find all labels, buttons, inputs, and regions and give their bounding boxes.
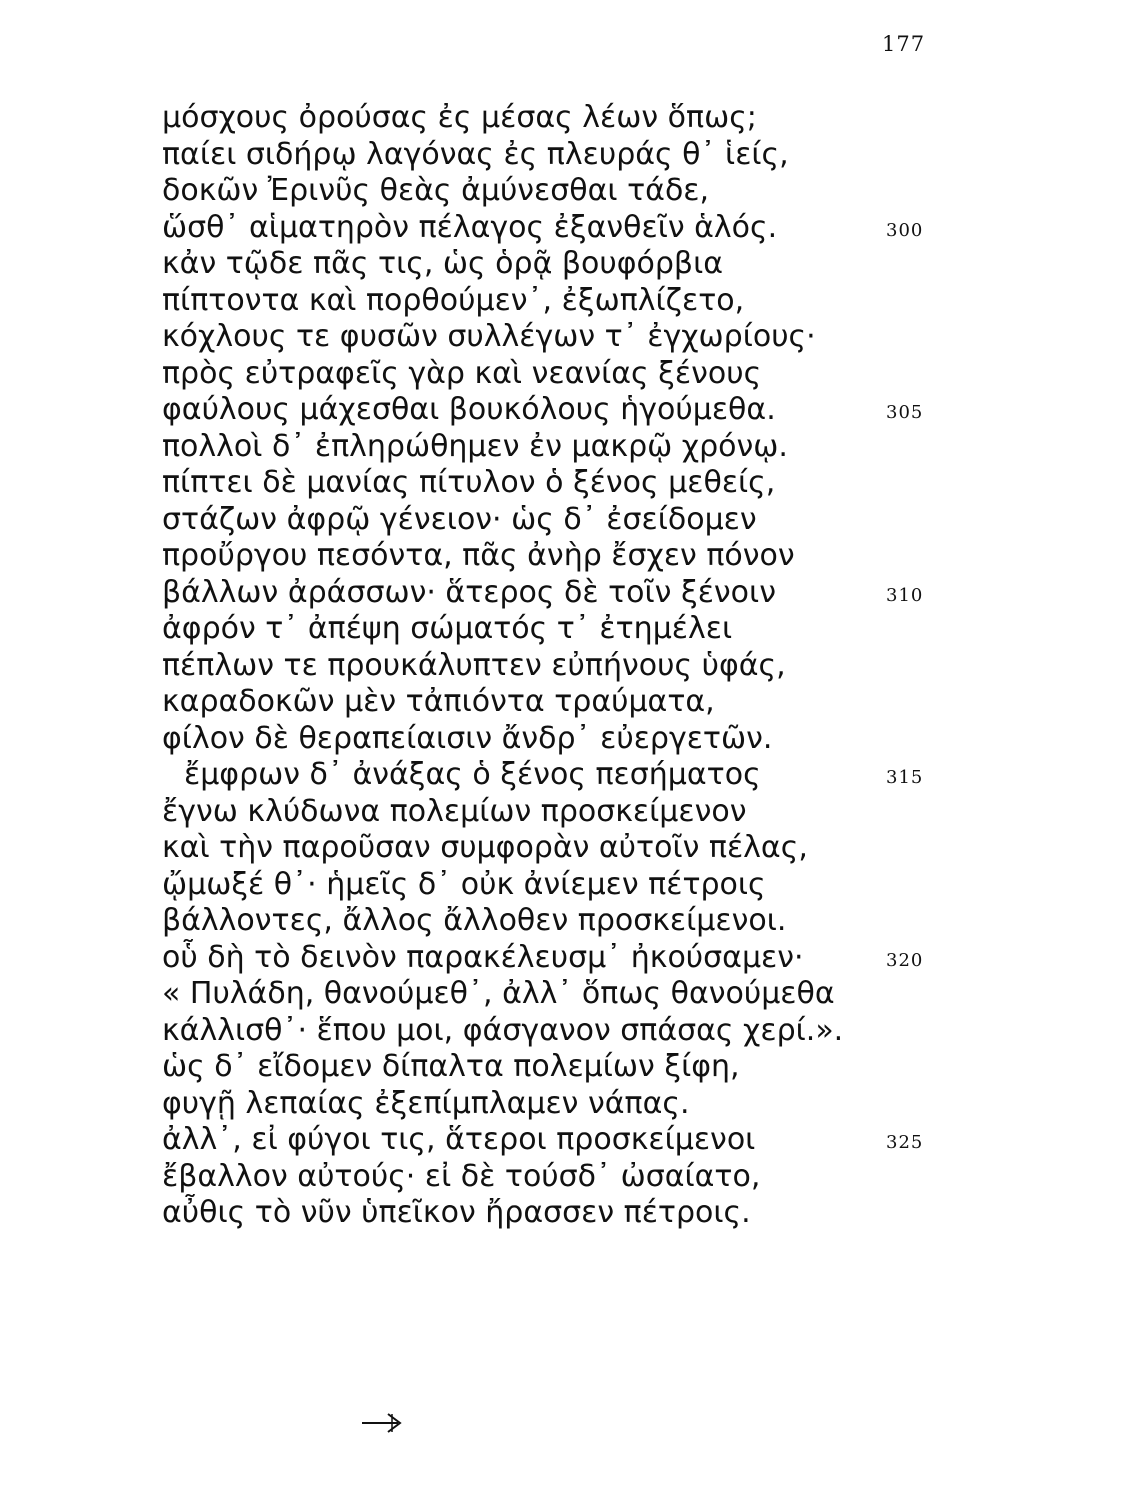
verse-line: ἔβαλλον αὐτούς· εἰ δὲ τούσδ᾽ ὠσαίατο, [162, 1158, 761, 1194]
verse-line: κἀν τῷδε πᾶς τις, ὡς ὁρᾷ βουφόρβια [162, 246, 724, 281]
verse-line: πίπτει δὲ μανίας πίτυλον ὁ ξένος μεθείς, [162, 465, 776, 500]
arrow-icon [360, 1410, 410, 1434]
verse-line: ἀλλ᾽, εἰ φύγοι τις, ἅτεροι προσκείμενοι [162, 1122, 756, 1157]
line-number: 310 [886, 584, 924, 606]
verse-line: παίει σιδήρῳ λαγόνας ἐς πλευράς θ᾽ ἱείς, [162, 136, 789, 172]
line-number: 325 [886, 1132, 924, 1153]
verse-line: κάλλισθ᾽· ἕπου μοι, φάσγανον σπάσας χερί.». [162, 1012, 844, 1048]
verse-line: ἔμφρων δ᾽ ἀνάξας ὁ ξένος πεσήματος [184, 757, 761, 792]
verse-line: καραδοκῶν μὲν τἀπιόντα τραύματα, [162, 684, 715, 719]
verse-line: πολλοὶ δ᾽ ἐπληρώθημεν ἐν μακρῷ χρόνῳ. [162, 428, 788, 464]
verse-line: ὡς δ᾽ εἴδομεν δίπαλτα πολεμίων ξίφη, [162, 1049, 740, 1084]
verse-line: φίλον δὲ θεραπείαισιν ἄνδρ᾽ εὐεργετῶν. [162, 720, 773, 756]
page-number: 177 [882, 32, 926, 56]
verse-line: κόχλους τε φυσῶν συλλέγων τ᾽ ἐγχωρίους· [162, 319, 816, 354]
verse-line: φυγῇ λεπαίας ἐξεπίμπλαμεν νάπας. [162, 1085, 690, 1121]
line-number: 305 [886, 402, 924, 423]
verse-line: προὔργου πεσόντα, πᾶς ἀνὴρ ἔσχεν πόνον [162, 538, 795, 573]
verse-line: βάλλοντες, ἄλλος ἄλλοθεν προσκείμενοι. [162, 903, 787, 938]
verse-line: οὗ δὴ τὸ δεινὸν παρακέλευσμ᾽ ἠκούσαμεν· [162, 939, 804, 975]
verse-line: ἀφρόν τ᾽ ἀπέψη σώματός τ᾽ ἐτημέλει [162, 611, 733, 646]
verse-line: καὶ τὴν παροῦσαν συμφορὰν αὐτοῖν πέλας, [162, 830, 808, 865]
verse-line: στάζων ἀφρῷ γένειον· ὡς δ᾽ ἐσείδομεν [162, 501, 757, 537]
verse-line: μόσχους ὀρούσας ἐς μέσας λέων ὅπως; [162, 100, 757, 135]
verse-line: πίπτοντα καὶ πορθούμεν᾽, ἐξωπλίζετο, [162, 282, 745, 318]
verse-line: ἔγνω κλύδωνα πολεμίων προσκείμενον [162, 793, 747, 829]
verse-line: αὖθις τὸ νῦν ὑπεῖκον ἤρασσεν πέτροις. [162, 1195, 751, 1230]
line-number: 300 [886, 219, 924, 241]
verse-line: ὥσθ᾽ αἱματηρὸν πέλαγος ἐξανθεῖν ἁλός. [162, 209, 778, 245]
verse-line: πέπλων τε προυκάλυπτεν εὐπήνους ὑφάς, [162, 647, 786, 683]
verse-line: δοκῶν Ἐρινῦς θεὰς ἀμύνεσθαι τάδε, [162, 173, 710, 208]
line-number: 320 [886, 949, 924, 971]
verse-line: « Πυλάδη, θανούμεθ᾽, ἀλλ᾽ ὅπως θανούμεθα [162, 976, 835, 1011]
verse-line: πρὸς εὐτραφεῖς γὰρ καὶ νεανίας ξένους [162, 355, 762, 391]
verse-line: φαύλους μάχεσθαι βουκόλους ἡγούμεθα. [162, 392, 776, 427]
line-number: 315 [886, 767, 924, 788]
verse-line: βάλλων ἀράσσων· ἅτερος δὲ τοῖν ξένοιν [162, 574, 776, 610]
verse-line: ᾤμωξέ θ᾽· ἡμεῖς δ᾽ οὐκ ἀνίεμεν πέτροις [162, 866, 766, 902]
